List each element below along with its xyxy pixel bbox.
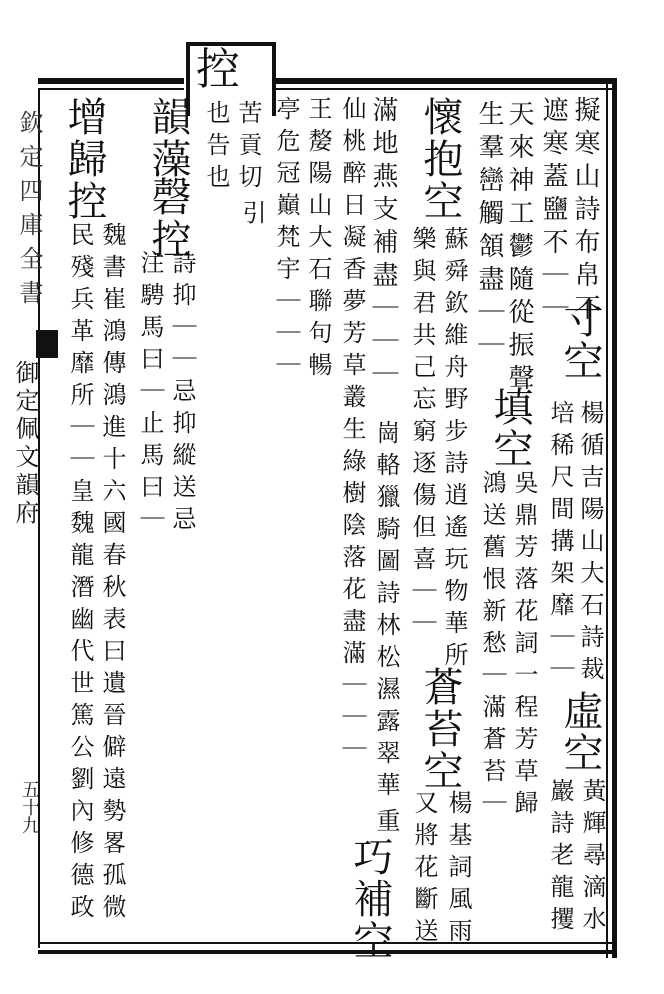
text-column-2b: 楊循吉陽山大石詩裁 [576, 400, 604, 688]
headword-qing-kong: 磬控 [145, 176, 191, 260]
text-column-8: 仙桃醉日凝香夢芳草叢生綠樹陰落花盡滿｜｜｜ [338, 96, 366, 768]
column-text: 遮寒蓋鹽不｜｜ [538, 96, 568, 327]
right-border-inner-rule [606, 78, 608, 958]
text-column-3c: 巖詩老龍攫 [546, 778, 574, 938]
text-column-3: 天來神工鬱隨從振聲 [504, 100, 534, 397]
text-column-7b: 崗輅獵騎圖詩林松濕露翠華 [372, 420, 400, 804]
text-column-1 [572, 96, 598, 327]
text-column-4b: 鴻送舊恨新愁｜滿蒼苔｜ [478, 470, 506, 822]
text-column-5b: 楊基詞風雨 [444, 790, 472, 950]
bottom-border-rule [38, 950, 616, 954]
text-column-12: 也告也 [202, 100, 230, 196]
text-column-11b: 引 [238, 200, 266, 232]
text-column-2c: 培稀尺間搆架靡｜｜ [546, 400, 574, 688]
fish-tail-mark [36, 330, 58, 358]
text-column-6: 樂與君共己忘窮逐傷但喜｜｜ [408, 226, 436, 642]
text-column-10: 亭危冠巔梵宇｜｜｜ [272, 96, 300, 384]
volume-title: 御定佩文韻府 [11, 360, 39, 528]
headword-cang-tai-kong: 蒼苔空 [417, 666, 463, 792]
headword-qiao-bu-kong: 巧補空 [347, 836, 393, 962]
top-border-rule [38, 78, 184, 84]
text-column-11: 苦貢切 [234, 100, 262, 196]
headword-xu-kong: 虛空 [557, 690, 603, 774]
bottom-border-inner-rule [38, 942, 616, 944]
text-column-9: 王嫠陽山大石聯句暢 [304, 96, 332, 384]
text-column-16: 民殘兵革靡所｜｜皇魏龍潛幽代世篤公劉內修德政 [66, 222, 94, 926]
headword-yun-zao: 韻藻 [145, 96, 191, 180]
top-border-inner-rule-right [268, 88, 616, 90]
right-border-rule [612, 78, 617, 958]
top-border-rule-right [268, 78, 616, 84]
text-column-5: 蘇舜欽維舟野步詩逍遙玩物華所 [440, 226, 468, 674]
book-title: 欽定四庫全書 [15, 110, 43, 314]
text-column-7: 滿地燕支補盡｜｜｜ [368, 96, 398, 393]
text-column-3b: 吳鼎芳落花詞一程芳草歸 [510, 470, 538, 822]
heading-tab-char: 控 [196, 44, 240, 95]
column-text: 擬寒山詩布帛不 [570, 96, 600, 327]
page-number: 五十九 [19, 780, 40, 834]
text-column-2d: 黃輝尋滴水 [578, 778, 606, 938]
headword-zeng-gui-kong: 增歸控 [61, 96, 107, 222]
text-column-14: 注騁馬曰｜止馬曰｜ [136, 250, 164, 538]
text-column-13: 詩抑｜｜忌抑縱送忌 [168, 250, 196, 538]
text-column-6b: 又將花斷送 [410, 790, 438, 950]
top-border-inner-rule [38, 88, 184, 90]
text-column-4: 生羣巒觸頷盡｜｜ [474, 100, 504, 364]
headword-cun-kong: 寸空 [557, 298, 603, 382]
text-column-15: 魏書崔鴻傳鴻進十六國春秋表曰遺晉僻遠勢畧孤微 [98, 222, 126, 926]
headword-huai-bao-kong: 懷抱空 [417, 96, 463, 222]
text-column-7c: 重 [372, 808, 400, 840]
text-column-2 [540, 96, 566, 327]
headword-tian-kong: 填空 [487, 386, 533, 470]
